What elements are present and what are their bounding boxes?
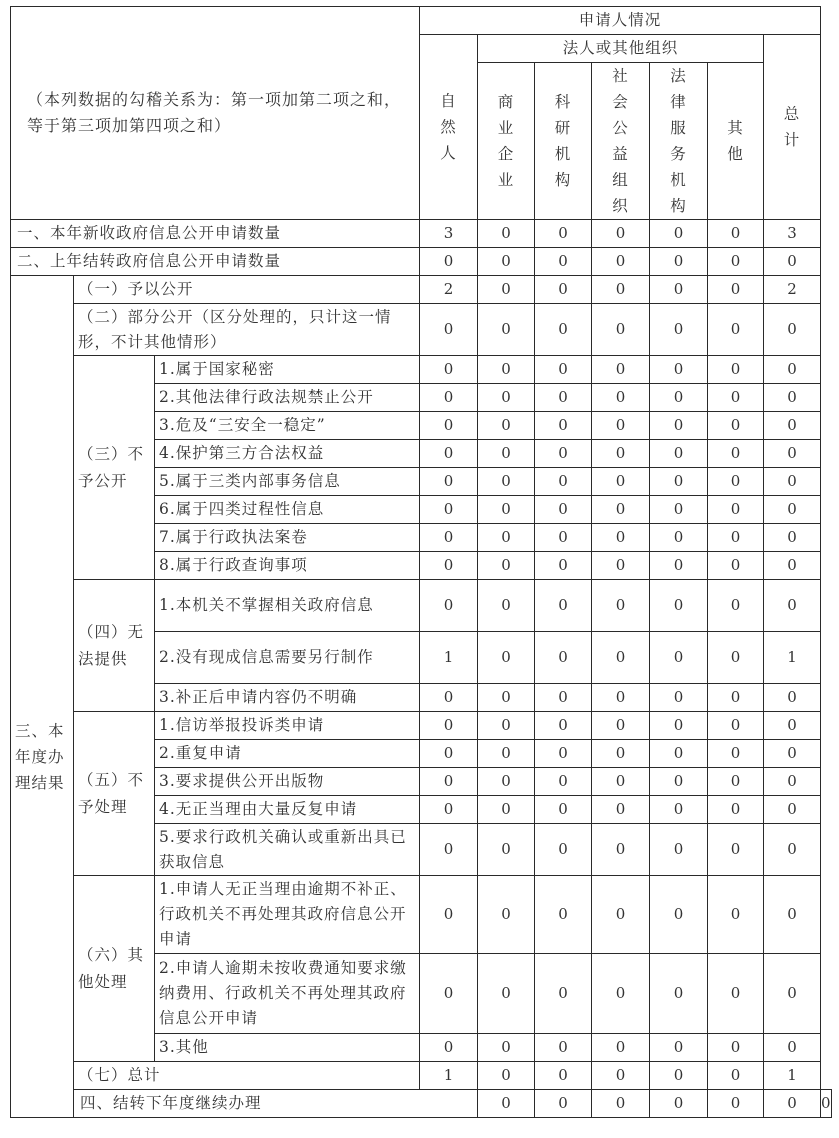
value-cell: 1: [764, 632, 821, 684]
value-cell: 0: [535, 712, 592, 740]
value-cell: 0: [650, 356, 708, 384]
value-cell: 0: [535, 1090, 592, 1118]
value-cell: 0: [592, 276, 650, 304]
value-cell: 0: [478, 876, 535, 954]
item-label: 1.本机关不掌握相关政府信息: [155, 580, 420, 632]
value-cell: 0: [478, 356, 535, 384]
value-cell: 0: [478, 768, 535, 796]
value-cell: 0: [592, 712, 650, 740]
value-cell: 0: [764, 1034, 821, 1062]
item-label: 1.申请人无正当理由逾期不补正、行政机关不再处理其政府信息公开申请: [155, 876, 420, 954]
item-label: 2.申请人逾期未按收费通知要求缴纳费用、行政机关不再处理其政府信息公开申请: [155, 954, 420, 1034]
value-cell: 0: [420, 954, 478, 1034]
value-cell: 0: [708, 796, 764, 824]
note-cell: （本列数据的勾稽关系为：第一项加第二项之和，等于第三项加第四项之和）: [11, 7, 420, 220]
value-cell: 0: [478, 496, 535, 524]
value-cell: 0: [708, 220, 764, 248]
item-label: 2.重复申请: [155, 740, 420, 768]
value-cell: 0: [535, 632, 592, 684]
value-cell: 0: [650, 552, 708, 580]
value-cell: 0: [650, 1090, 708, 1118]
col-other: 其他: [708, 63, 764, 220]
value-cell: 0: [478, 684, 535, 712]
value-cell: 0: [592, 876, 650, 954]
value-cell: 0: [764, 684, 821, 712]
value-cell: 0: [535, 412, 592, 440]
value-cell: 0: [708, 580, 764, 632]
value-cell: 0: [708, 524, 764, 552]
value-cell: 0: [764, 440, 821, 468]
item-label: 7.属于行政执法案卷: [155, 524, 420, 552]
value-cell: 0: [650, 440, 708, 468]
value-cell: 0: [420, 796, 478, 824]
value-cell: 0: [650, 876, 708, 954]
col-legal-service: 法律服务机构: [650, 63, 708, 220]
value-cell: 0: [478, 1090, 535, 1118]
value-cell: 0: [420, 384, 478, 412]
value-cell: 0: [708, 740, 764, 768]
value-cell: 0: [708, 712, 764, 740]
value-cell: 0: [592, 740, 650, 768]
value-cell: 0: [650, 712, 708, 740]
value-cell: 0: [478, 796, 535, 824]
value-cell: 0: [650, 768, 708, 796]
row-label: 二、上年结转政府信息公开申请数量: [11, 248, 420, 276]
value-cell: 3: [764, 220, 821, 248]
value-cell: 0: [535, 796, 592, 824]
group-cannot-provide-item: [11, 580, 832, 632]
value-cell: 0: [592, 580, 650, 632]
item-label: 8.属于行政查询事项: [155, 552, 420, 580]
value-cell: 0: [592, 824, 650, 876]
value-cell: 0: [420, 412, 478, 440]
value-cell: 0: [592, 1062, 650, 1090]
value-cell: 0: [764, 496, 821, 524]
group-other-processing-label: （六）其他处理: [74, 876, 155, 1062]
row-label: （七）总计: [74, 1062, 420, 1090]
value-cell: 0: [650, 468, 708, 496]
value-cell: 0: [535, 824, 592, 876]
value-cell: 0: [650, 954, 708, 1034]
gov-info-disclosure-table: [10, 6, 832, 1118]
value-cell: 0: [478, 580, 535, 632]
group-not-processed-label: （五）不予处理: [74, 712, 155, 876]
item-label: 6.属于四类过程性信息: [155, 496, 420, 524]
value-cell: 0: [708, 468, 764, 496]
value-cell: 0: [478, 1062, 535, 1090]
value-cell: 0: [764, 384, 821, 412]
value-cell: 0: [420, 468, 478, 496]
value-cell: 0: [478, 412, 535, 440]
value-cell: 0: [592, 1034, 650, 1062]
legal-person-org-header: 法人或其他组织: [478, 35, 764, 63]
col-public-welfare: 社会公益组织: [592, 63, 650, 220]
row-partially-disclosed: [11, 304, 832, 356]
value-cell: 0: [592, 304, 650, 356]
value-cell: 0: [420, 248, 478, 276]
applicant-situation-header: 申请人情况: [420, 7, 821, 35]
value-cell: 0: [650, 384, 708, 412]
value-cell: 0: [535, 468, 592, 496]
value-cell: 0: [764, 468, 821, 496]
section3-label: 三、本年度办理结果: [11, 276, 74, 1118]
value-cell: 0: [650, 684, 708, 712]
row-disclosed: [11, 276, 832, 304]
value-cell: 0: [535, 248, 592, 276]
value-cell: 0: [650, 824, 708, 876]
item-label: 5.属于三类内部事务信息: [155, 468, 420, 496]
value-cell: 0: [535, 1062, 592, 1090]
value-cell: 0: [650, 1062, 708, 1090]
value-cell: 0: [592, 496, 650, 524]
value-cell: 0: [592, 796, 650, 824]
row-label: （二）部分公开（区分处理的，只计这一情形，不计其他情形）: [74, 304, 420, 356]
value-cell: 0: [478, 740, 535, 768]
group-not-disclosed-label: （三）不予公开: [74, 356, 155, 580]
row-new-applications: [11, 220, 832, 248]
value-cell: 0: [420, 580, 478, 632]
value-cell: 1: [420, 1062, 478, 1090]
value-cell: 0: [420, 768, 478, 796]
value-cell: 0: [592, 440, 650, 468]
value-cell: 0: [650, 496, 708, 524]
value-cell: 0: [535, 876, 592, 954]
item-label: 1.属于国家秘密: [155, 356, 420, 384]
value-cell: 0: [592, 768, 650, 796]
value-cell: 0: [821, 1090, 832, 1118]
value-cell: 0: [592, 954, 650, 1034]
value-cell: 0: [764, 768, 821, 796]
value-cell: 1: [764, 1062, 821, 1090]
value-cell: 0: [420, 876, 478, 954]
value-cell: 0: [764, 580, 821, 632]
item-label: 3.其他: [155, 1034, 420, 1062]
value-cell: 0: [650, 580, 708, 632]
value-cell: 0: [708, 552, 764, 580]
value-cell: 0: [535, 356, 592, 384]
value-cell: 0: [650, 796, 708, 824]
value-cell: 0: [764, 824, 821, 876]
value-cell: 0: [764, 412, 821, 440]
value-cell: 0: [650, 740, 708, 768]
value-cell: 0: [420, 684, 478, 712]
value-cell: 0: [478, 440, 535, 468]
col-natural-person: 自然人: [420, 35, 478, 220]
value-cell: 0: [764, 248, 821, 276]
value-cell: 0: [708, 384, 764, 412]
value-cell: 0: [478, 954, 535, 1034]
value-cell: 0: [420, 440, 478, 468]
value-cell: 0: [420, 1034, 478, 1062]
value-cell: 0: [650, 304, 708, 356]
value-cell: 0: [420, 552, 478, 580]
value-cell: 0: [708, 304, 764, 356]
value-cell: 0: [420, 712, 478, 740]
value-cell: 0: [535, 440, 592, 468]
value-cell: 0: [764, 740, 821, 768]
value-cell: 0: [650, 524, 708, 552]
value-cell: 1: [420, 632, 478, 684]
value-cell: 0: [478, 524, 535, 552]
value-cell: 0: [708, 954, 764, 1034]
value-cell: 0: [420, 304, 478, 356]
group-not-disclosed-item: [11, 356, 832, 384]
value-cell: 0: [535, 684, 592, 712]
value-cell: 0: [478, 824, 535, 876]
value-cell: 0: [708, 1034, 764, 1062]
value-cell: 0: [535, 1034, 592, 1062]
value-cell: 0: [708, 412, 764, 440]
value-cell: 0: [535, 524, 592, 552]
value-cell: 0: [592, 684, 650, 712]
col-commercial: 商业企业: [478, 63, 535, 220]
value-cell: 0: [708, 356, 764, 384]
value-cell: 0: [764, 524, 821, 552]
value-cell: 0: [764, 954, 821, 1034]
value-cell: 0: [592, 412, 650, 440]
value-cell: 0: [708, 276, 764, 304]
value-cell: 0: [650, 632, 708, 684]
value-cell: 0: [592, 356, 650, 384]
value-cell: 0: [535, 740, 592, 768]
value-cell: 0: [478, 468, 535, 496]
value-cell: 0: [764, 876, 821, 954]
value-cell: 0: [478, 552, 535, 580]
item-label: 3.要求提供公开出版物: [155, 768, 420, 796]
value-cell: 0: [592, 384, 650, 412]
value-cell: 0: [478, 712, 535, 740]
value-cell: 0: [592, 220, 650, 248]
value-cell: 0: [708, 824, 764, 876]
row-label: 四、结转下年度继续办理: [74, 1090, 478, 1118]
value-cell: 2: [764, 276, 821, 304]
group-not-processed-item: [11, 712, 832, 740]
value-cell: 0: [650, 220, 708, 248]
value-cell: 0: [592, 248, 650, 276]
value-cell: 0: [592, 524, 650, 552]
group-other-processing-item: [11, 876, 832, 954]
item-label: 5.要求行政机关确认或重新出具已获取信息: [155, 824, 420, 876]
value-cell: 0: [592, 468, 650, 496]
row-carried-over: [11, 248, 832, 276]
value-cell: 0: [478, 220, 535, 248]
value-cell: 0: [592, 1090, 650, 1118]
value-cell: 2: [420, 276, 478, 304]
value-cell: 0: [764, 1090, 821, 1118]
item-label: 3.危及“三安全一稳定”: [155, 412, 420, 440]
value-cell: 0: [708, 632, 764, 684]
value-cell: 0: [708, 1090, 764, 1118]
value-cell: 0: [592, 632, 650, 684]
value-cell: 0: [708, 768, 764, 796]
value-cell: 0: [535, 220, 592, 248]
value-cell: 0: [535, 276, 592, 304]
col-research: 科研机构: [535, 63, 592, 220]
value-cell: 0: [535, 552, 592, 580]
value-cell: 0: [708, 440, 764, 468]
value-cell: 0: [420, 524, 478, 552]
value-cell: 0: [764, 304, 821, 356]
value-cell: 0: [535, 304, 592, 356]
value-cell: 0: [535, 954, 592, 1034]
value-cell: 0: [764, 552, 821, 580]
value-cell: 0: [650, 1034, 708, 1062]
item-label: 1.信访举报投诉类申请: [155, 712, 420, 740]
value-cell: 0: [708, 496, 764, 524]
value-cell: 0: [478, 384, 535, 412]
value-cell: 0: [420, 356, 478, 384]
group-cannot-provide-label: （四）无法提供: [74, 580, 155, 712]
value-cell: 0: [420, 496, 478, 524]
value-cell: 0: [650, 248, 708, 276]
item-label: 2.其他法律行政法规禁止公开: [155, 384, 420, 412]
value-cell: 0: [764, 356, 821, 384]
value-cell: 0: [708, 248, 764, 276]
col-total: 总计: [764, 35, 821, 220]
row-label: （一）予以公开: [74, 276, 420, 304]
value-cell: 0: [478, 304, 535, 356]
value-cell: 0: [708, 684, 764, 712]
value-cell: 0: [764, 712, 821, 740]
value-cell: 0: [708, 876, 764, 954]
row-label: 一、本年新收政府信息公开申请数量: [11, 220, 420, 248]
value-cell: 0: [478, 276, 535, 304]
item-label: 4.保护第三方合法权益: [155, 440, 420, 468]
item-label: 3.补正后申请内容仍不明确: [155, 684, 420, 712]
value-cell: 0: [535, 384, 592, 412]
value-cell: 0: [420, 824, 478, 876]
value-cell: 0: [478, 248, 535, 276]
value-cell: 0: [535, 496, 592, 524]
value-cell: 0: [478, 1034, 535, 1062]
value-cell: 0: [478, 632, 535, 684]
row-carry-forward: [11, 1090, 832, 1118]
item-label: 2.没有现成信息需要另行制作: [155, 632, 420, 684]
value-cell: 0: [650, 412, 708, 440]
value-cell: 0: [535, 580, 592, 632]
value-cell: 0: [650, 276, 708, 304]
value-cell: 3: [420, 220, 478, 248]
item-label: 4.无正当理由大量反复申请: [155, 796, 420, 824]
value-cell: 0: [535, 768, 592, 796]
value-cell: 0: [592, 552, 650, 580]
value-cell: 0: [420, 740, 478, 768]
value-cell: 0: [764, 796, 821, 824]
report-table-wrapper: [10, 6, 832, 1118]
value-cell: 0: [708, 1062, 764, 1090]
row-subtotal: [11, 1062, 832, 1090]
